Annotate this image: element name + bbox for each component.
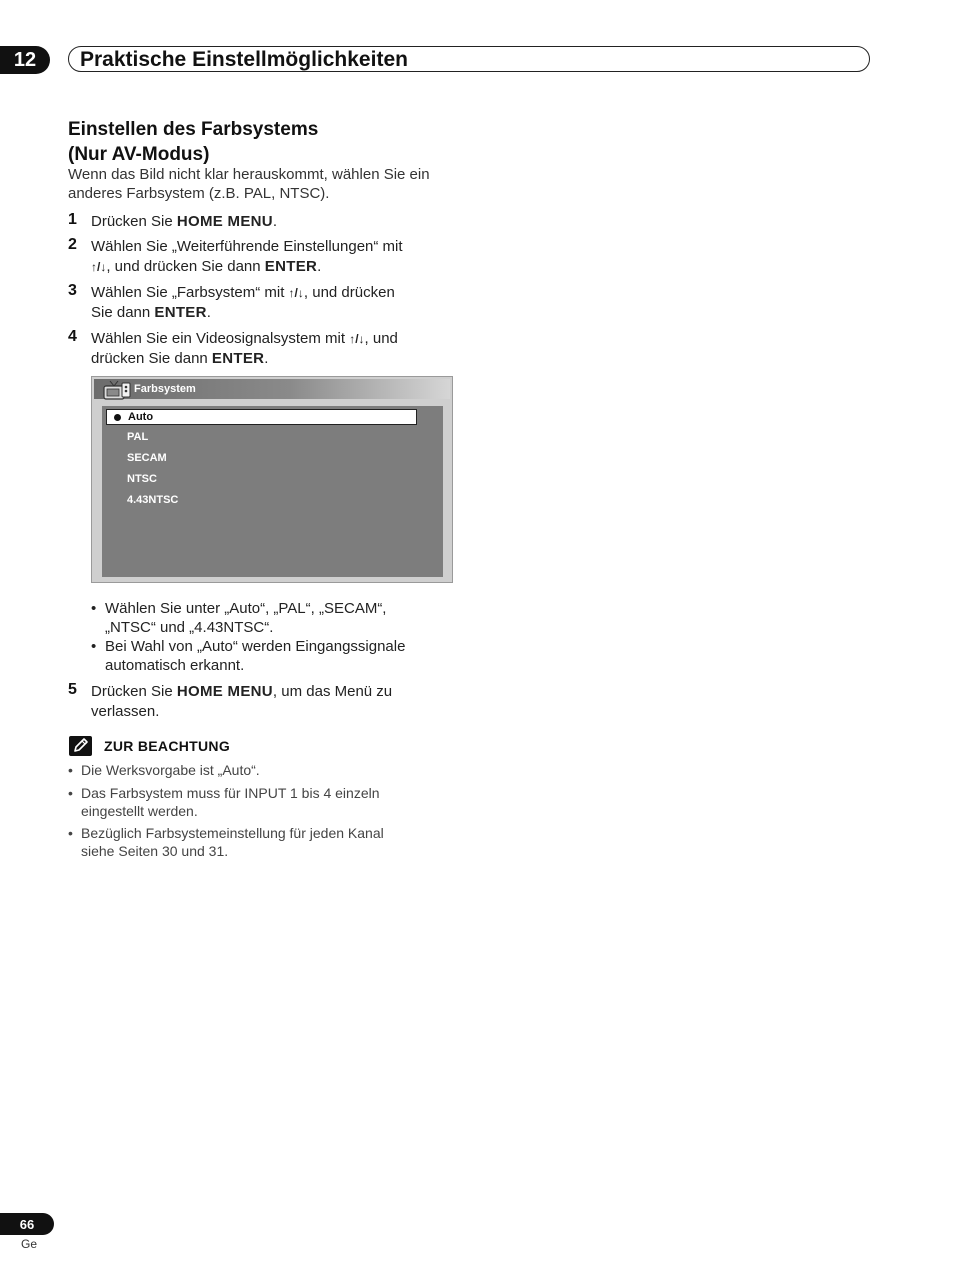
section-title-line2: (Nur AV-Modus) (68, 144, 210, 165)
note-line: siehe Seiten 30 und 31. (81, 843, 229, 859)
menu-option[interactable]: SECAM (127, 452, 167, 464)
step-number: 2 (68, 236, 77, 253)
menu-title: Farbsystem (134, 383, 196, 395)
step-text-part: Wählen Sie ein Videosignalsystem mit (91, 330, 350, 347)
up-down-arrow-icon: ↑/↓ (91, 260, 107, 274)
note-line: Das Farbsystem muss für INPUT 1 bis 4 einzeln (81, 785, 380, 801)
menu-option-selected[interactable] (106, 409, 417, 425)
step-text (91, 212, 461, 232)
bullet-line: „NTSC“ und „4.43NTSC“. (105, 619, 274, 636)
menu-title-bar (94, 379, 450, 399)
step-number: 3 (68, 282, 77, 299)
key-label: ENTER (211, 350, 265, 367)
selected-bullet-icon (114, 414, 121, 421)
note-item (68, 761, 438, 779)
step-text-part: , und drücken Sie dann (106, 258, 265, 275)
step-3 (68, 283, 458, 323)
section-title (68, 117, 318, 167)
intro-line1: Wenn das Bild nicht klar herauskommt, wählen Sie ein (68, 166, 430, 183)
key-label: ENTER (264, 258, 318, 275)
up-down-arrow-icon: ↑/↓ (288, 286, 304, 300)
key-label: ENTER (154, 304, 207, 321)
step-number: 5 (68, 681, 77, 698)
menu-option-label: Auto (128, 411, 154, 423)
bullet-line: Wählen Sie unter „Auto“, „PAL“, „SECAM“, (105, 600, 387, 617)
bullet-item (91, 599, 461, 637)
menu-body (102, 406, 443, 577)
note-heading: ZUR BEACHTUNG (104, 738, 231, 754)
step-text-part: , um das Menü zu (272, 683, 393, 700)
step-text (91, 682, 461, 722)
step-text-part: , und (364, 330, 398, 347)
page-number: 66 (0, 1213, 54, 1235)
bullet-dot: • (68, 825, 73, 841)
note-text (81, 784, 431, 820)
farbsystem-menu-screenshot (91, 376, 453, 583)
step-text-part: verlassen. (91, 703, 160, 720)
bullet-text (105, 637, 455, 675)
menu-option[interactable]: NTSC (127, 473, 157, 485)
step-2 (68, 237, 458, 277)
note-line: eingestellt werden. (81, 803, 198, 819)
step-text-part: drücken Sie dann (91, 350, 212, 367)
note-text: Die Werksvorgabe ist „Auto“. (81, 762, 260, 778)
bullet-dot: • (68, 785, 73, 801)
bullet-line: Bei Wahl von „Auto“ werden Eingangssignale (105, 638, 406, 655)
step-text-part: . (264, 350, 269, 367)
step-text-part: . (206, 304, 211, 321)
bullet-dot: • (91, 600, 97, 617)
note-item (68, 784, 438, 820)
bullet-dot: • (91, 638, 97, 655)
chapter-number-badge: 12 (0, 46, 50, 74)
section-title-line1: Einstellen des Farbsystems (68, 119, 319, 140)
step-text-line1: Wählen Sie „Weiterführende Einstellungen“ mit (91, 238, 403, 255)
up-down-arrow-icon: ↑/↓ (349, 332, 365, 346)
step-text (91, 237, 461, 277)
step-4 (68, 329, 458, 369)
step-text-part: . (272, 213, 278, 230)
bullet-item (91, 637, 461, 675)
step-text-part: Sie dann (91, 304, 155, 321)
step-text-part: Drücken Sie (91, 213, 177, 230)
note-line: Bezüglich Farbsystemeinstellung für jeden Kanal (81, 825, 384, 841)
step-text-part: . (317, 258, 322, 275)
key-label: HOME MENU (176, 683, 273, 700)
step-number: 1 (68, 211, 77, 228)
language-code: Ge (21, 1237, 38, 1251)
note-text (81, 824, 431, 860)
chapter-title: Praktische Einstellmöglichkeiten (80, 48, 408, 71)
step-text (91, 283, 461, 323)
step-1 (68, 212, 458, 232)
chapter-title-bar (68, 46, 870, 72)
step-5 (68, 682, 458, 722)
bullet-text (105, 599, 455, 637)
intro-line2: anderes Farbsystem (z.B. PAL, NTSC). (68, 185, 330, 202)
section-intro (68, 165, 458, 203)
pencil-note-icon (69, 736, 92, 756)
menu-option[interactable]: PAL (127, 431, 149, 443)
step-text-part: Wählen Sie „Farbsystem“ mit (91, 284, 289, 301)
step-text-part: , und drücken (303, 284, 395, 301)
bullet-line: automatisch erkannt. (105, 657, 245, 674)
step-text (91, 329, 461, 369)
step-number: 4 (68, 328, 77, 345)
menu-option[interactable]: 4.43NTSC (127, 494, 179, 506)
bullet-dot: • (68, 762, 73, 778)
tv-settings-icon (102, 380, 132, 402)
step-text-part: Drücken Sie (91, 683, 177, 700)
key-label: HOME MENU (176, 213, 273, 230)
note-item (68, 824, 438, 860)
